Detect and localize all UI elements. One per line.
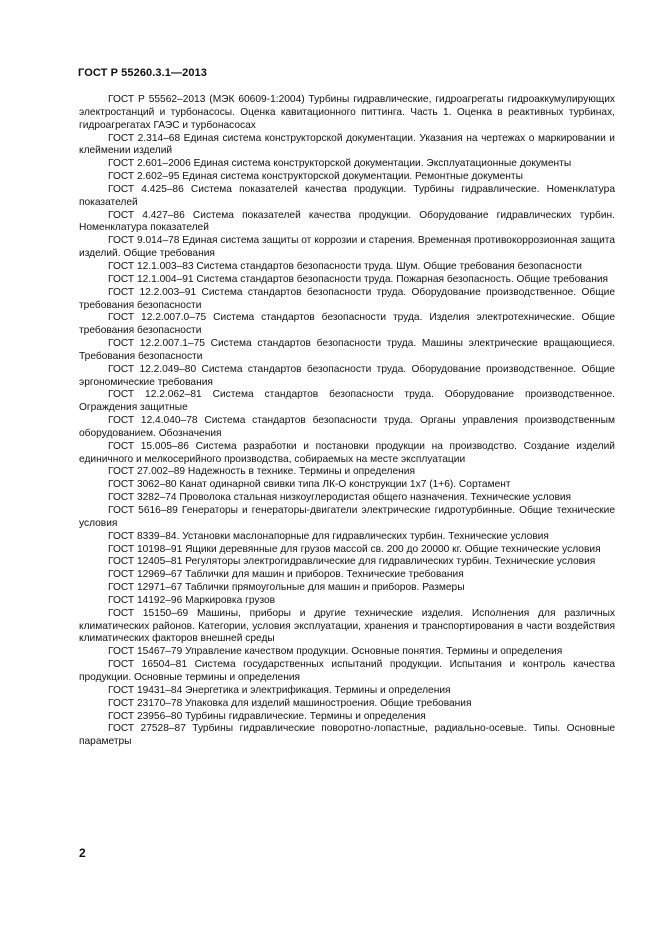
reference-entry: ГОСТ 12971–67 Таблички прямоугольные для машин и приборов. Размеры xyxy=(108,582,465,594)
document-header: ГОСТ Р 55260.3.1—2013 xyxy=(78,67,207,79)
reference-entry: ГОСТ 12.4.040–78 Система стандартов безопасности труда. Органы управления производственным оборудованием. Обозначения xyxy=(79,415,615,439)
page-number: 2 xyxy=(79,846,86,860)
reference-entry: ГОСТ 14192–96 Маркировка грузов xyxy=(108,594,276,606)
reference-entry: ГОСТ 4.425–86 Система показателей качества продукции. Турбины гидравлические. Номенклатура показателей xyxy=(79,183,615,208)
reference-entry: ГОСТ 10198–91 Ящики деревянные для грузов массой св. 200 до 20000 кг. Общие технические условия xyxy=(108,543,601,555)
reference-entry: ГОСТ 8339–84. Установки маслонапорные для гидравлических турбин. Технические условия xyxy=(108,530,549,542)
references-list xyxy=(79,94,615,749)
reference-entry: ГОСТ 12.2.003–91 Система стандартов безопасности труда. Оборудование производственное. Общие требования безопасности xyxy=(79,286,615,311)
reference-entry: ГОСТ 15467–79 Управление качеством продукции. Основные понятия. Термины и определения xyxy=(108,646,563,658)
reference-entry: ГОСТ 23170–78 Упаковка для изделий машиностроения. Общие требования xyxy=(108,697,472,709)
reference-entry: ГОСТ 12.2.007.1–75 Система стандартов безопасности труда. Машины электрические вращающиеся. Требования безопасности xyxy=(79,338,615,362)
reference-entry: ГОСТ 19431–84 Энергетика и электрификация. Термины и определения xyxy=(108,684,451,696)
reference-entry: ГОСТ 12.2.007.0–75 Система стандартов безопасности труда. Изделия электротехнические. Общие требования безопасности xyxy=(79,312,615,337)
reference-entry: ГОСТ 12.2.062–81 Система стандартов безопасности труда. Оборудование производственное. Ограждения защитные xyxy=(79,389,615,414)
reference-entry: ГОСТ 3062–80 Канат одинарной свивки типа ЛК-О конструкции 1х7 (1+6). Сортамент xyxy=(108,479,511,491)
reference-entry: ГОСТ 2.602–95 Единая система конструкторской документации. Ремонтные документы xyxy=(108,171,523,183)
reference-entry: ГОСТ Р 55562–2013 (МЭК 60609-1:2004) Турбины гидравлические, гидроагрегаты гидроаккумулирующих электростанций и турбонасосы. Оценка кавитационного питтинга. Часть 1. Оценка в реактивных турбинах, гидроагрегатах ГАЭС и турбонасосах xyxy=(79,94,615,131)
reference-entry: ГОСТ 23956–80 Турбины гидравлические. Термины и определения xyxy=(108,710,426,722)
reference-entry: ГОСТ 4.427–86 Система показателей качества продукции. Оборудование гидравлических турбин. Номенклатура показателей xyxy=(79,209,615,234)
reference-entry: ГОСТ 5616–89 Генераторы и генераторы-двигатели электрические гидротурбинные. Общие технические условия xyxy=(79,505,615,529)
reference-entry: ГОСТ 15.005–86 Система разработки и постановки продукции на производство. Создание изделий единичного и мелкосерийного производства, собираемых на месте эксплуатации xyxy=(79,440,615,465)
reference-entry: ГОСТ 3282–74 Проволока стальная низкоуглеродистая общего назначения. Технические условия xyxy=(108,492,572,504)
reference-entry: ГОСТ 27528–87 Турбины гидравлические поворотно-лопастные, радиально-осевые. Типы. Основные параметры xyxy=(79,723,615,748)
reference-entry: ГОСТ 12969–67 Таблички для машин и приборов. Технические требования xyxy=(108,569,464,581)
reference-entry: ГОСТ 12.2.049–80 Система стандартов безопасности труда. Оборудование производственное. Общие эргономические требования xyxy=(79,363,615,388)
reference-entry: ГОСТ 27.002–89 Надежность в технике. Термины и определения xyxy=(108,466,415,478)
reference-entry: ГОСТ 9.014–78 Единая система защиты от коррозии и старения. Временная противокоррозионная защита изделий. Общие требования xyxy=(79,235,615,260)
reference-entry: ГОСТ 16504–81 Система государственных испытаний продукции. Испытания и контроль качества продукции. Основные термины и определения xyxy=(79,659,615,683)
reference-entry: ГОСТ 12.1.004–91 Система стандартов безопасности труда. Пожарная безопасность. Общие требования xyxy=(108,273,609,285)
reference-entry: ГОСТ 12405–81 Регуляторы электрогидравлические для гидравлических турбин. Технические условия xyxy=(108,556,596,568)
reference-entry: ГОСТ 12.1.003–83 Система стандартов безопасности труда. Шум. Общие требования безопасности xyxy=(108,260,582,272)
reference-entry: ГОСТ 15150–69 Машины, приборы и другие технические изделия. Исполнения для различных климатических районов. Категории, условия эксплуатации, хранения и транспортирования в части воздействия климатических факторов внешней среды xyxy=(79,607,615,645)
reference-entry: ГОСТ 2.314–68 Единая система конструкторской документации. Указания на чертежах о маркировании и клеймении изделий xyxy=(79,132,615,157)
reference-entry: ГОСТ 2.601–2006 Единая система конструкторской документации. Эксплуатационные документы xyxy=(108,158,572,170)
